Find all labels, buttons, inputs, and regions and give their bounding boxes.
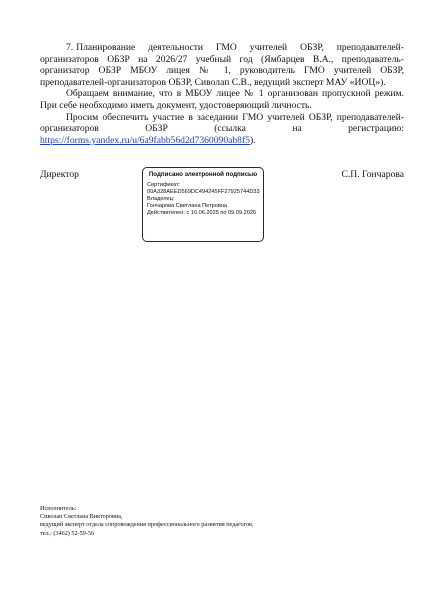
owner-value: Гончарова Светлана Петровна <box>147 203 228 209</box>
electronic-signature-stamp <box>142 167 264 242</box>
certificate-label: Сертификат: <box>147 182 181 188</box>
executor-phone: тел.: (3462) 52-59-56 <box>40 529 95 537</box>
agenda-item-number: 7. <box>66 42 74 53</box>
letter-body <box>40 42 404 146</box>
attention-paragraph: Обращаем внимание, что в МБОУ лицее № 1 организован пропускной режим. При себе необходимо иметь документ, удостоверяющий личность. <box>40 88 404 111</box>
validity-period: Действителен: с 16.06.2025 по 09.09.2026 <box>147 210 257 216</box>
owner-label: Владелец: <box>147 196 175 202</box>
executor-block <box>40 505 254 538</box>
agenda-item-text: Планирование деятельности ГМО учителей ОБЗР, преподавателей-организаторов ОБЗР на 2026/27 учебный год (Ямбарцев В.А., преподаватель-организатор ОБЗР МБОУ лицея № 1, руководитель ГМО учителей ОБЗР, преподавателей-организаторов ОБЗР, Сиволап С.В., ведущий эксперт МАУ «ИОЦ»). <box>40 42 404 88</box>
request-paragraph <box>40 112 404 147</box>
stamp-title: Подписано электронной подписью <box>148 171 258 178</box>
director-name: С.П. Гончарова <box>341 169 404 180</box>
certificate-value: 00A328AEED569DC494245FF27925744D33 <box>147 189 260 195</box>
request-text: Просим обеспечить участие в заседании ГМО учителей ОБЗР, преподавателей-организаторов ОБЗР (ссылка на регистрацию: <box>40 111 404 135</box>
executor-position: ведущий эксперт отдела сопровождения профессионального развития педагогов, <box>40 521 254 529</box>
director-label: Директор <box>40 169 79 180</box>
agenda-item-7 <box>40 42 404 88</box>
executor-label: Исполнитель: <box>40 505 77 512</box>
registration-link[interactable]: https://forms.yandex.ru/u/6a9fabb56d2d7360090ab8f5 <box>40 134 250 146</box>
request-end: ). <box>249 134 256 146</box>
executor-name: Сиволап Светлана Викторовна, <box>40 513 123 521</box>
